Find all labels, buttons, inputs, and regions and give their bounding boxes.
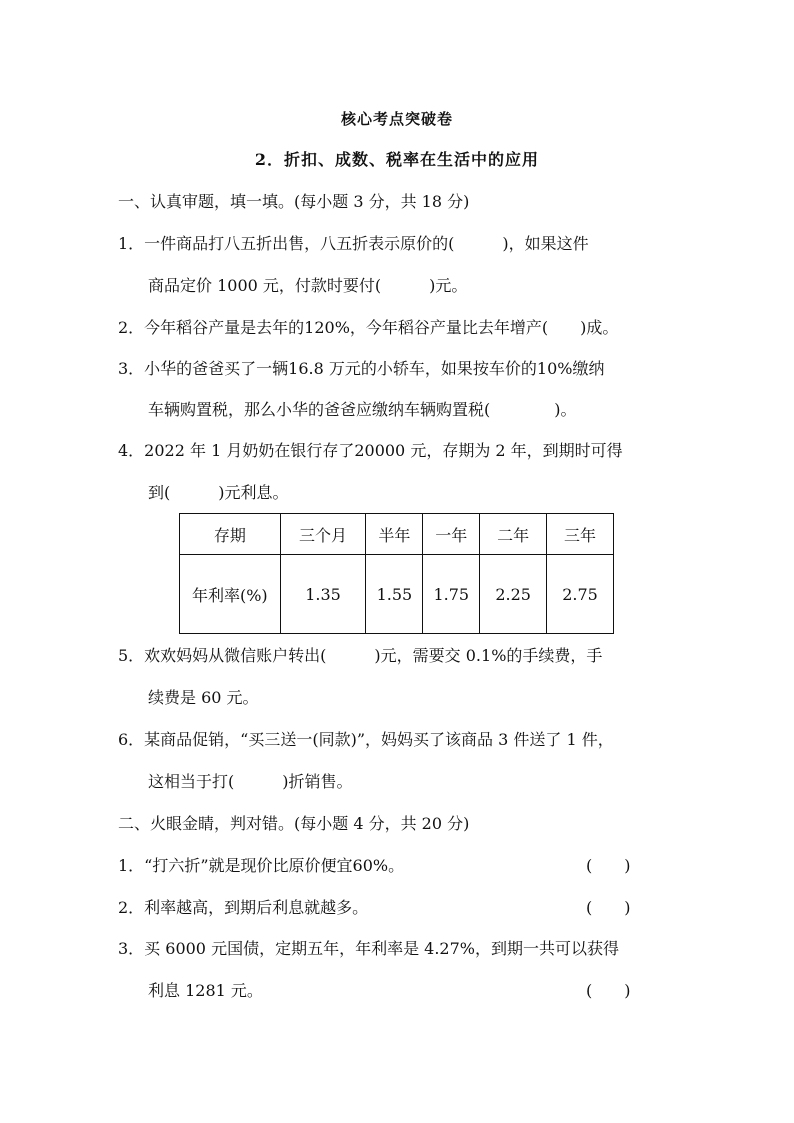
interest-rate-table: [179, 513, 614, 634]
table-cell: 年利率(%): [180, 555, 281, 634]
table-cell: 2.75: [547, 555, 614, 634]
table-header-cell: 半年: [366, 514, 423, 555]
table-cell: 1.55: [366, 555, 423, 634]
page-title: 核心考点突破卷: [340, 110, 453, 128]
section2-heading: 二、火眼金睛，判对错。(每小题 4 分，共 20 分): [118, 814, 470, 833]
table-header-cell: 三个月: [280, 514, 366, 555]
table-header-row: [180, 514, 614, 555]
table-cell: 2.25: [480, 555, 547, 634]
answer-bracket: ( ): [586, 981, 631, 1000]
question-6-line1: 6．某商品促销，“买三送一(同款)”，妈妈买了该商品 3 件送了 1 件，: [118, 730, 614, 749]
judgement-1-line1: 1．“打六折”就是现价比原价便宜60%。: [118, 856, 405, 875]
table-header-cell: 存期: [180, 514, 281, 555]
question-5-line2: 续费是 60 元。: [148, 688, 259, 707]
question-3-line1: 3．小华的爸爸买了一辆16.8 万元的小轿车，如果按车价的10%缴纳: [118, 359, 605, 378]
question-3-line2: 车辆购置税，那么小华的爸爸应缴纳车辆购置税( )。: [148, 400, 577, 419]
judgement-2-line1: 2．利率越高，到期后利息就越多。: [118, 898, 369, 917]
question-2-line1: 2．今年稻谷产量是去年的120%，今年稻谷产量比去年增产( )成。: [118, 318, 619, 337]
question-6-line2: 这相当于打( )折销售。: [148, 772, 353, 791]
question-4-line2: 到( )元利息。: [148, 483, 289, 502]
section1-heading: 一、认真审题，填一填。(每小题 3 分，共 18 分): [118, 192, 470, 211]
page-subtitle: 2．折扣、成数、税率在生活中的应用: [254, 150, 540, 169]
answer-bracket: ( ): [586, 898, 631, 917]
table-cell: 1.75: [423, 555, 480, 634]
question-1-line1: 1．一件商品打八五折出售，八五折表示原价的( )，如果这件: [118, 234, 589, 253]
table-row: [180, 555, 614, 634]
table-header-cell: 一年: [423, 514, 480, 555]
judgement-3-line1: 3．买 6000 元国债，定期五年，年利率是 4.27%，到期一共可以获得: [118, 939, 619, 958]
question-4-line1: 4．2022 年 1 月奶奶在银行存了20000 元，存期为 2 年，到期时可得: [118, 441, 623, 460]
table-cell: 1.35: [280, 555, 366, 634]
table-header-cell: 三年: [547, 514, 614, 555]
judgement-3-line2: 利息 1281 元。: [148, 981, 263, 1000]
question-5-line1: 5．欢欢妈妈从微信账户转出( )元，需要交 0.1%的手续费，手: [118, 646, 603, 665]
table-header-cell: 二年: [480, 514, 547, 555]
question-1-line2: 商品定价 1000 元，付款时要付( )元。: [148, 276, 468, 295]
answer-bracket: ( ): [586, 856, 631, 875]
